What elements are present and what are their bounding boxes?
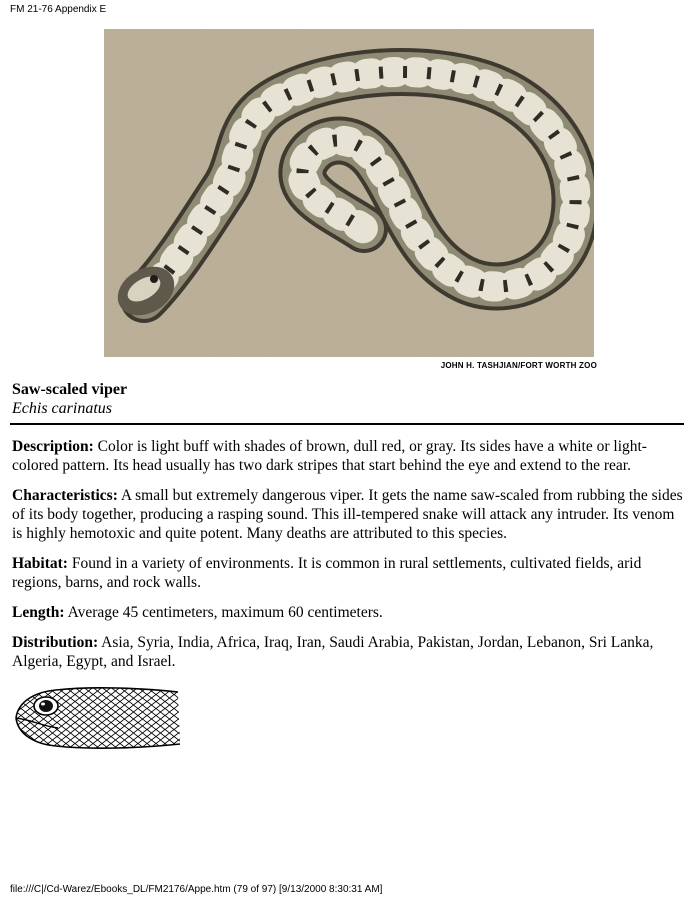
- section-label: Habitat:: [12, 555, 68, 572]
- distribution-paragraph: [12, 633, 684, 671]
- page-footer: file:///C|/Cd-Warez/Ebooks_DL/FM2176/Appe.htm (79 of 97) [9/13/2000 8:30:31 AM]: [10, 884, 383, 895]
- section-label: Description:: [12, 438, 94, 455]
- scientific-name: Echis carinatus: [12, 400, 112, 417]
- section-text: Found in a variety of environments. It is common in rural settlements, cultivated fields, arid regions, barns, and rock walls.: [12, 555, 642, 591]
- section-label: Characteristics:: [12, 487, 118, 504]
- characteristics-paragraph: [12, 486, 684, 543]
- section-label: Length:: [12, 604, 65, 621]
- species-details: [12, 437, 684, 682]
- section-label: Distribution:: [12, 634, 99, 651]
- snake-photo: [104, 29, 594, 357]
- divider: [10, 423, 684, 425]
- section-text: Asia, Syria, India, Africa, Iraq, Iran, Saudi Arabia, Pakistan, Jordan, Lebanon, Sri Lanka, Algeria, Egypt, and Israel.: [12, 634, 654, 670]
- length-paragraph: [12, 603, 684, 622]
- common-name: Saw-scaled viper: [12, 381, 128, 398]
- section-text: Color is light buff with shades of brown, dull red, or gray. Its sides have a white or light-colored pattern. Its head usually has two dark stripes that start behind the eye and extend to the rear.: [12, 438, 647, 474]
- section-text: A small but extremely dangerous viper. It gets the name saw-scaled from rubbing the sides of its body together, producing a rasping sound. This ill-tempered snake will attack any intruder. Its venom is highly hemotoxic and quite potent. Many deaths are attributed to this species.: [12, 487, 683, 542]
- habitat-paragraph: [12, 554, 684, 592]
- section-text: Average 45 centimeters, maximum 60 centimeters.: [67, 604, 383, 621]
- page-header: FM 21-76 Appendix E: [10, 4, 107, 15]
- photo-credit: JOHN H. TASHJIAN/FORT WORTH ZOO: [440, 361, 597, 370]
- description-paragraph: [12, 437, 684, 475]
- snake-head-illustration: [12, 684, 182, 752]
